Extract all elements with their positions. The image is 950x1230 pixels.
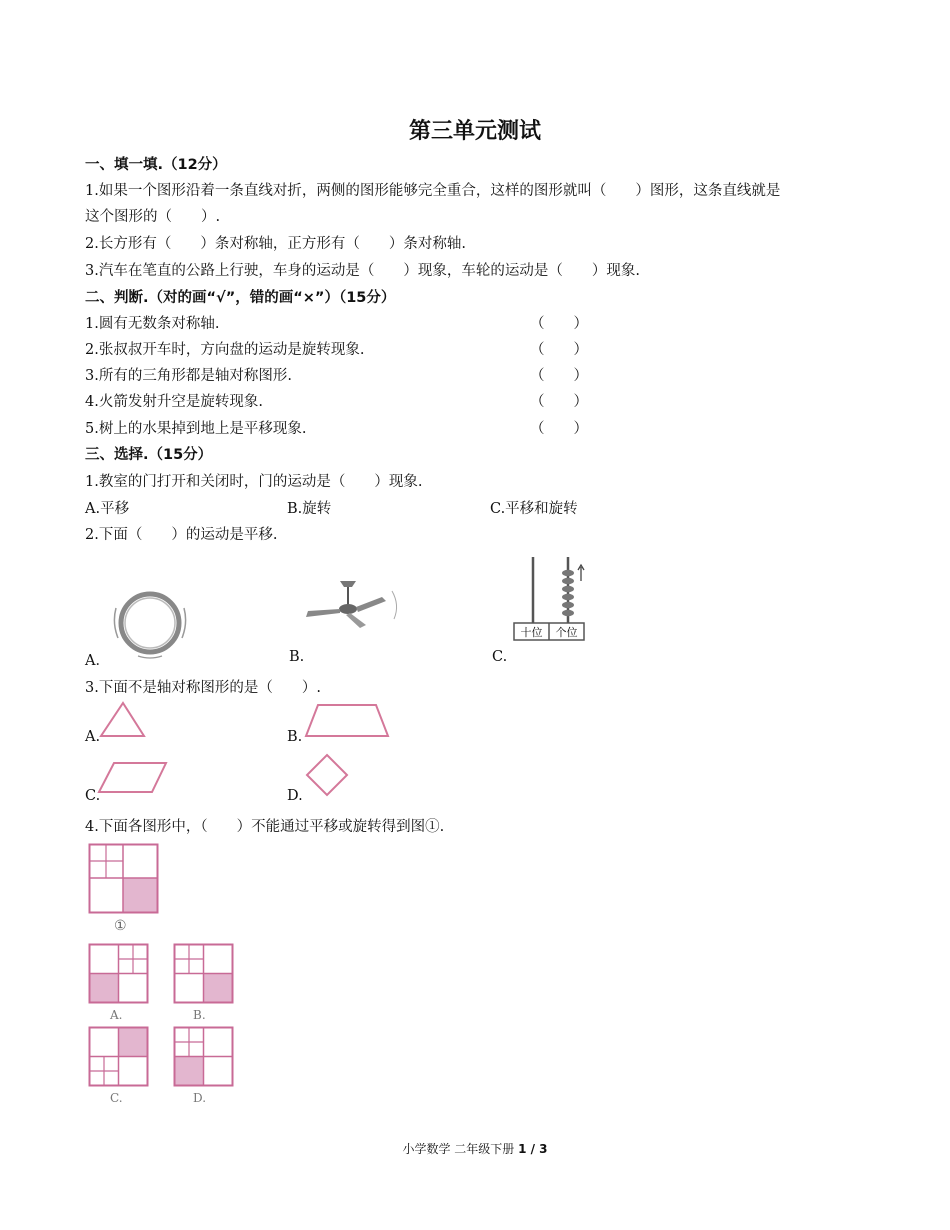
reference-figure-label: ① xyxy=(114,918,127,934)
s2-item-5: 5.树上的水果掉到地上是平移现象. xyxy=(85,421,307,437)
q4-option-a-label: A. xyxy=(110,1008,123,1022)
footer-text: 小学数学 二年级下册 xyxy=(402,1142,519,1156)
page-number: 1 / 3 xyxy=(518,1142,548,1156)
s1-q3: 3.汽车在笔直的公路上行驶，车身的运动是（ ）现象，车轮的运动是（ ）现象. xyxy=(85,263,640,279)
s2-item-1: 1.圆有无数条对称轴. xyxy=(85,316,220,332)
abacus-ones-label: 个位 xyxy=(555,626,578,639)
s3-q2-option-a: A． xyxy=(85,653,110,669)
section-3-heading: 三、选择.（15分） xyxy=(85,447,213,463)
s3-q2: 2.下面（ ）的运动是平移. xyxy=(85,527,278,543)
option-c-grid-figure xyxy=(88,1026,150,1088)
s3-q1-option-c: C.平移和旋转 xyxy=(490,501,578,517)
ceiling-fan-image xyxy=(300,575,410,635)
s2-answer-blank-5: （ ） xyxy=(530,421,588,437)
s1-q2: 2.长方形有（ ）条对称轴，正方形有（ ）条对称轴. xyxy=(85,236,466,252)
q4-option-b-label: B. xyxy=(193,1008,206,1022)
s2-item-2: 2.张叔叔开车时，方向盘的运动是旋转现象. xyxy=(85,342,365,358)
option-d-grid-figure xyxy=(173,1026,235,1088)
s3-q2-option-b: B. xyxy=(289,649,305,665)
s2-item-3: 3.所有的三角形都是轴对称图形. xyxy=(85,368,292,384)
s3-q3-option-b: B. xyxy=(287,729,303,745)
s2-answer-blank-3: （ ） xyxy=(530,368,588,384)
s3-q1-option-b: B.旋转 xyxy=(287,501,332,517)
s1-q1-line1: 1.如果一个图形沿着一条直线对折，两侧的图形能够完全重合，这样的图形就叫（ ）图形，这条直线就是 xyxy=(85,183,781,199)
s3-q3-option-c: C. xyxy=(85,788,101,804)
s2-answer-blank-2: （ ） xyxy=(530,342,588,358)
triangle-shape xyxy=(98,700,148,740)
reference-grid-figure xyxy=(88,843,160,915)
section-2-heading: 二、判断.（对的画“√”，错的画“×”）（15分） xyxy=(85,290,396,306)
parallelogram-shape xyxy=(96,760,170,796)
trapezoid-shape xyxy=(302,702,392,740)
page-footer xyxy=(0,1140,950,1157)
s3-q4: 4.下面各图形中，（ ）不能通过平移或旋转得到图①. xyxy=(85,819,445,835)
page-title: 第三单元测试 xyxy=(408,119,541,144)
s2-item-4: 4.火箭发射升空是旋转现象. xyxy=(85,394,263,410)
option-a-grid-figure xyxy=(88,943,150,1005)
s3-q1: 1.教室的门打开和关闭时，门的运动是（ ）现象. xyxy=(85,474,423,490)
q4-option-c-label: C. xyxy=(110,1091,123,1105)
abacus-tens-label: 十位 xyxy=(520,626,543,639)
s3-q2-option-c: C. xyxy=(492,649,508,665)
s2-answer-blank-4: （ ） xyxy=(530,394,588,410)
square-diamond-shape xyxy=(304,752,350,798)
s1-q1-line2: 这个图形的（ ）. xyxy=(85,209,221,225)
s3-q3-option-a: A. xyxy=(85,729,101,745)
q4-option-d-label: D. xyxy=(193,1091,207,1105)
section-1-heading: 一、填一填.（12分） xyxy=(85,157,227,173)
s3-q3: 3.下面不是轴对称图形的是（ ）. xyxy=(85,680,321,696)
s2-answer-blank-1: （ ） xyxy=(530,316,588,332)
s3-q1-option-a: A.平移 xyxy=(85,501,130,517)
s3-q3-option-d: D. xyxy=(287,788,303,804)
option-b-grid-figure xyxy=(173,943,235,1005)
ring-image xyxy=(108,586,192,660)
